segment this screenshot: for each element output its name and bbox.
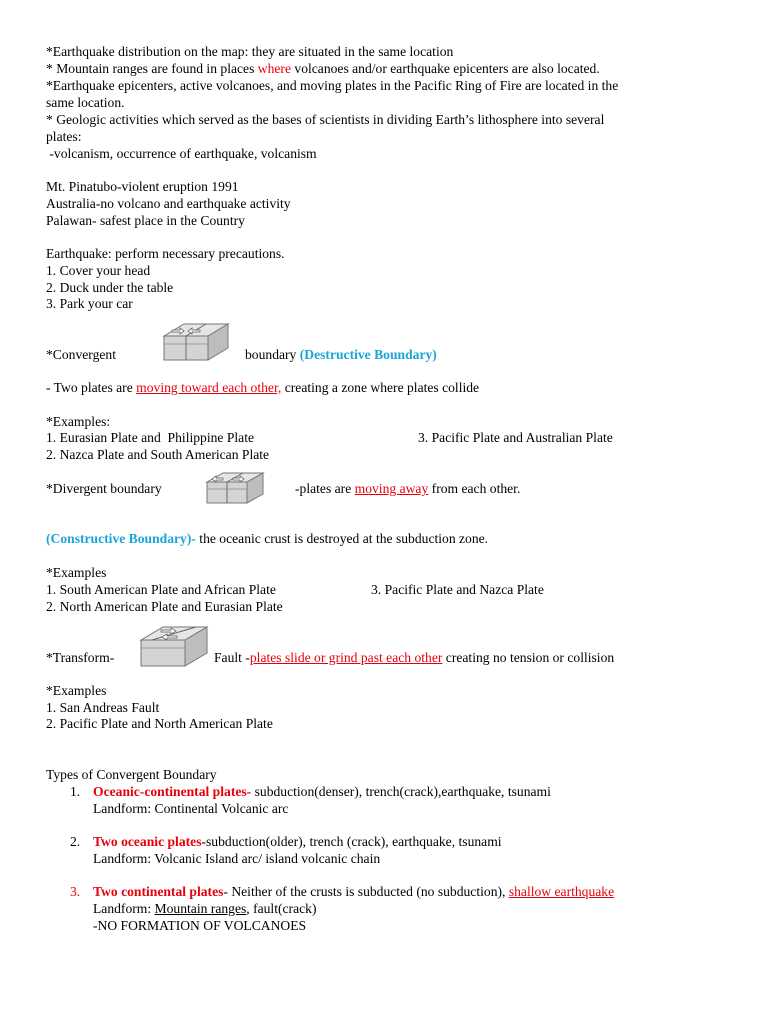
- convergent-label: *Convergent: [46, 347, 116, 362]
- earthquake-step-3: 3. Park your car: [46, 296, 133, 311]
- convergent-boundary-icon: [160, 320, 232, 364]
- fact-line-3: *Earthquake epicenters, active volcanoes, and moving plates in the Pacific Ring of Fire are located in the: [46, 78, 619, 93]
- fact-line-5: * Geologic activities which served as the bases of scientists in dividing Earth’s lithosphere into several: [46, 112, 605, 127]
- type-1-number: 1.: [70, 784, 81, 799]
- fact-line-7: -volcanism, occurrence of earthquake, volcanism: [46, 146, 317, 161]
- transform-description: Fault -plates slide or grind past each other creating no tension or collision: [214, 650, 615, 665]
- divergent-example-2: 2. North American Plate and Eurasian Plate: [46, 599, 283, 614]
- divergent-label: *Divergent boundary: [46, 481, 162, 496]
- place-australia: Australia-no volcano and earthquake activity: [46, 196, 291, 211]
- convergent-boundary-line: boundary (Destructive Boundary): [245, 347, 437, 362]
- divergent-boundary-icon: [203, 470, 267, 506]
- fact-line-6: plates:: [46, 129, 82, 144]
- types-heading: Types of Convergent Boundary: [46, 767, 217, 782]
- type-1-line: Oceanic-continental plates- subduction(denser), trench(crack),earthquake, tsunami: [93, 784, 551, 799]
- place-pinatubo: Mt. Pinatubo-violent eruption 1991: [46, 179, 239, 194]
- transform-boundary-icon: [137, 622, 211, 670]
- transform-example-2: 2. Pacific Plate and North American Plate: [46, 716, 273, 731]
- convergent-description: - Two plates are moving toward each other, creating a zone where plates collide: [46, 380, 480, 395]
- earthquake-step-1: 1. Cover your head: [46, 263, 151, 278]
- earthquake-heading: Earthquake: perform necessary precautions.: [46, 246, 285, 261]
- type-3-landform: Landform: Mountain ranges, fault(crack): [93, 901, 317, 916]
- divergent-examples-heading: *Examples: [46, 565, 107, 580]
- type-3-line: Two continental plates- Neither of the crusts is subducted (no subduction), shallow earthquake: [93, 884, 615, 899]
- transform-examples-heading: *Examples: [46, 683, 107, 698]
- divergent-example-1: 1. South American Plate and African Plate: [46, 582, 276, 597]
- type-2-line: Two oceanic plates-subduction(older), trench (crack), earthquake, tsunami: [93, 834, 502, 849]
- type-2-number: 2.: [70, 834, 81, 849]
- type-2-landform: Landform: Volcanic Island arc/ island volcanic chain: [93, 851, 381, 866]
- fact-line-4: same location.: [46, 95, 125, 110]
- type-1-landform: Landform: Continental Volcanic arc: [93, 801, 289, 816]
- convergent-example-1: 1. Eurasian Plate and Philippine Plate: [46, 430, 255, 445]
- earthquake-step-2: 2. Duck under the table: [46, 280, 174, 295]
- place-palawan: Palawan- safest place in the Country: [46, 213, 245, 228]
- type-3-number: 3.: [70, 884, 81, 899]
- transform-example-1: 1. San Andreas Fault: [46, 700, 160, 715]
- convergent-example-3: 3. Pacific Plate and Australian Plate: [418, 430, 613, 445]
- fact-line-2: * Mountain ranges are found in places where volcanoes and/or earthquake epicenters are also located.: [46, 61, 600, 76]
- divergent-description: -plates are moving away from each other.: [295, 481, 521, 496]
- divergent-example-3: 3. Pacific Plate and Nazca Plate: [371, 582, 544, 597]
- convergent-example-2: 2. Nazca Plate and South American Plate: [46, 447, 270, 462]
- transform-label: *Transform-: [46, 650, 115, 665]
- convergent-examples-heading: *Examples:: [46, 414, 111, 429]
- constructive-boundary-line: (Constructive Boundary)- the oceanic crust is destroyed at the subduction zone.: [46, 531, 489, 546]
- fact-line-1: *Earthquake distribution on the map: they are situated in the same location: [46, 44, 454, 59]
- type-3-note: -NO FORMATION OF VOLCANOES: [93, 918, 307, 933]
